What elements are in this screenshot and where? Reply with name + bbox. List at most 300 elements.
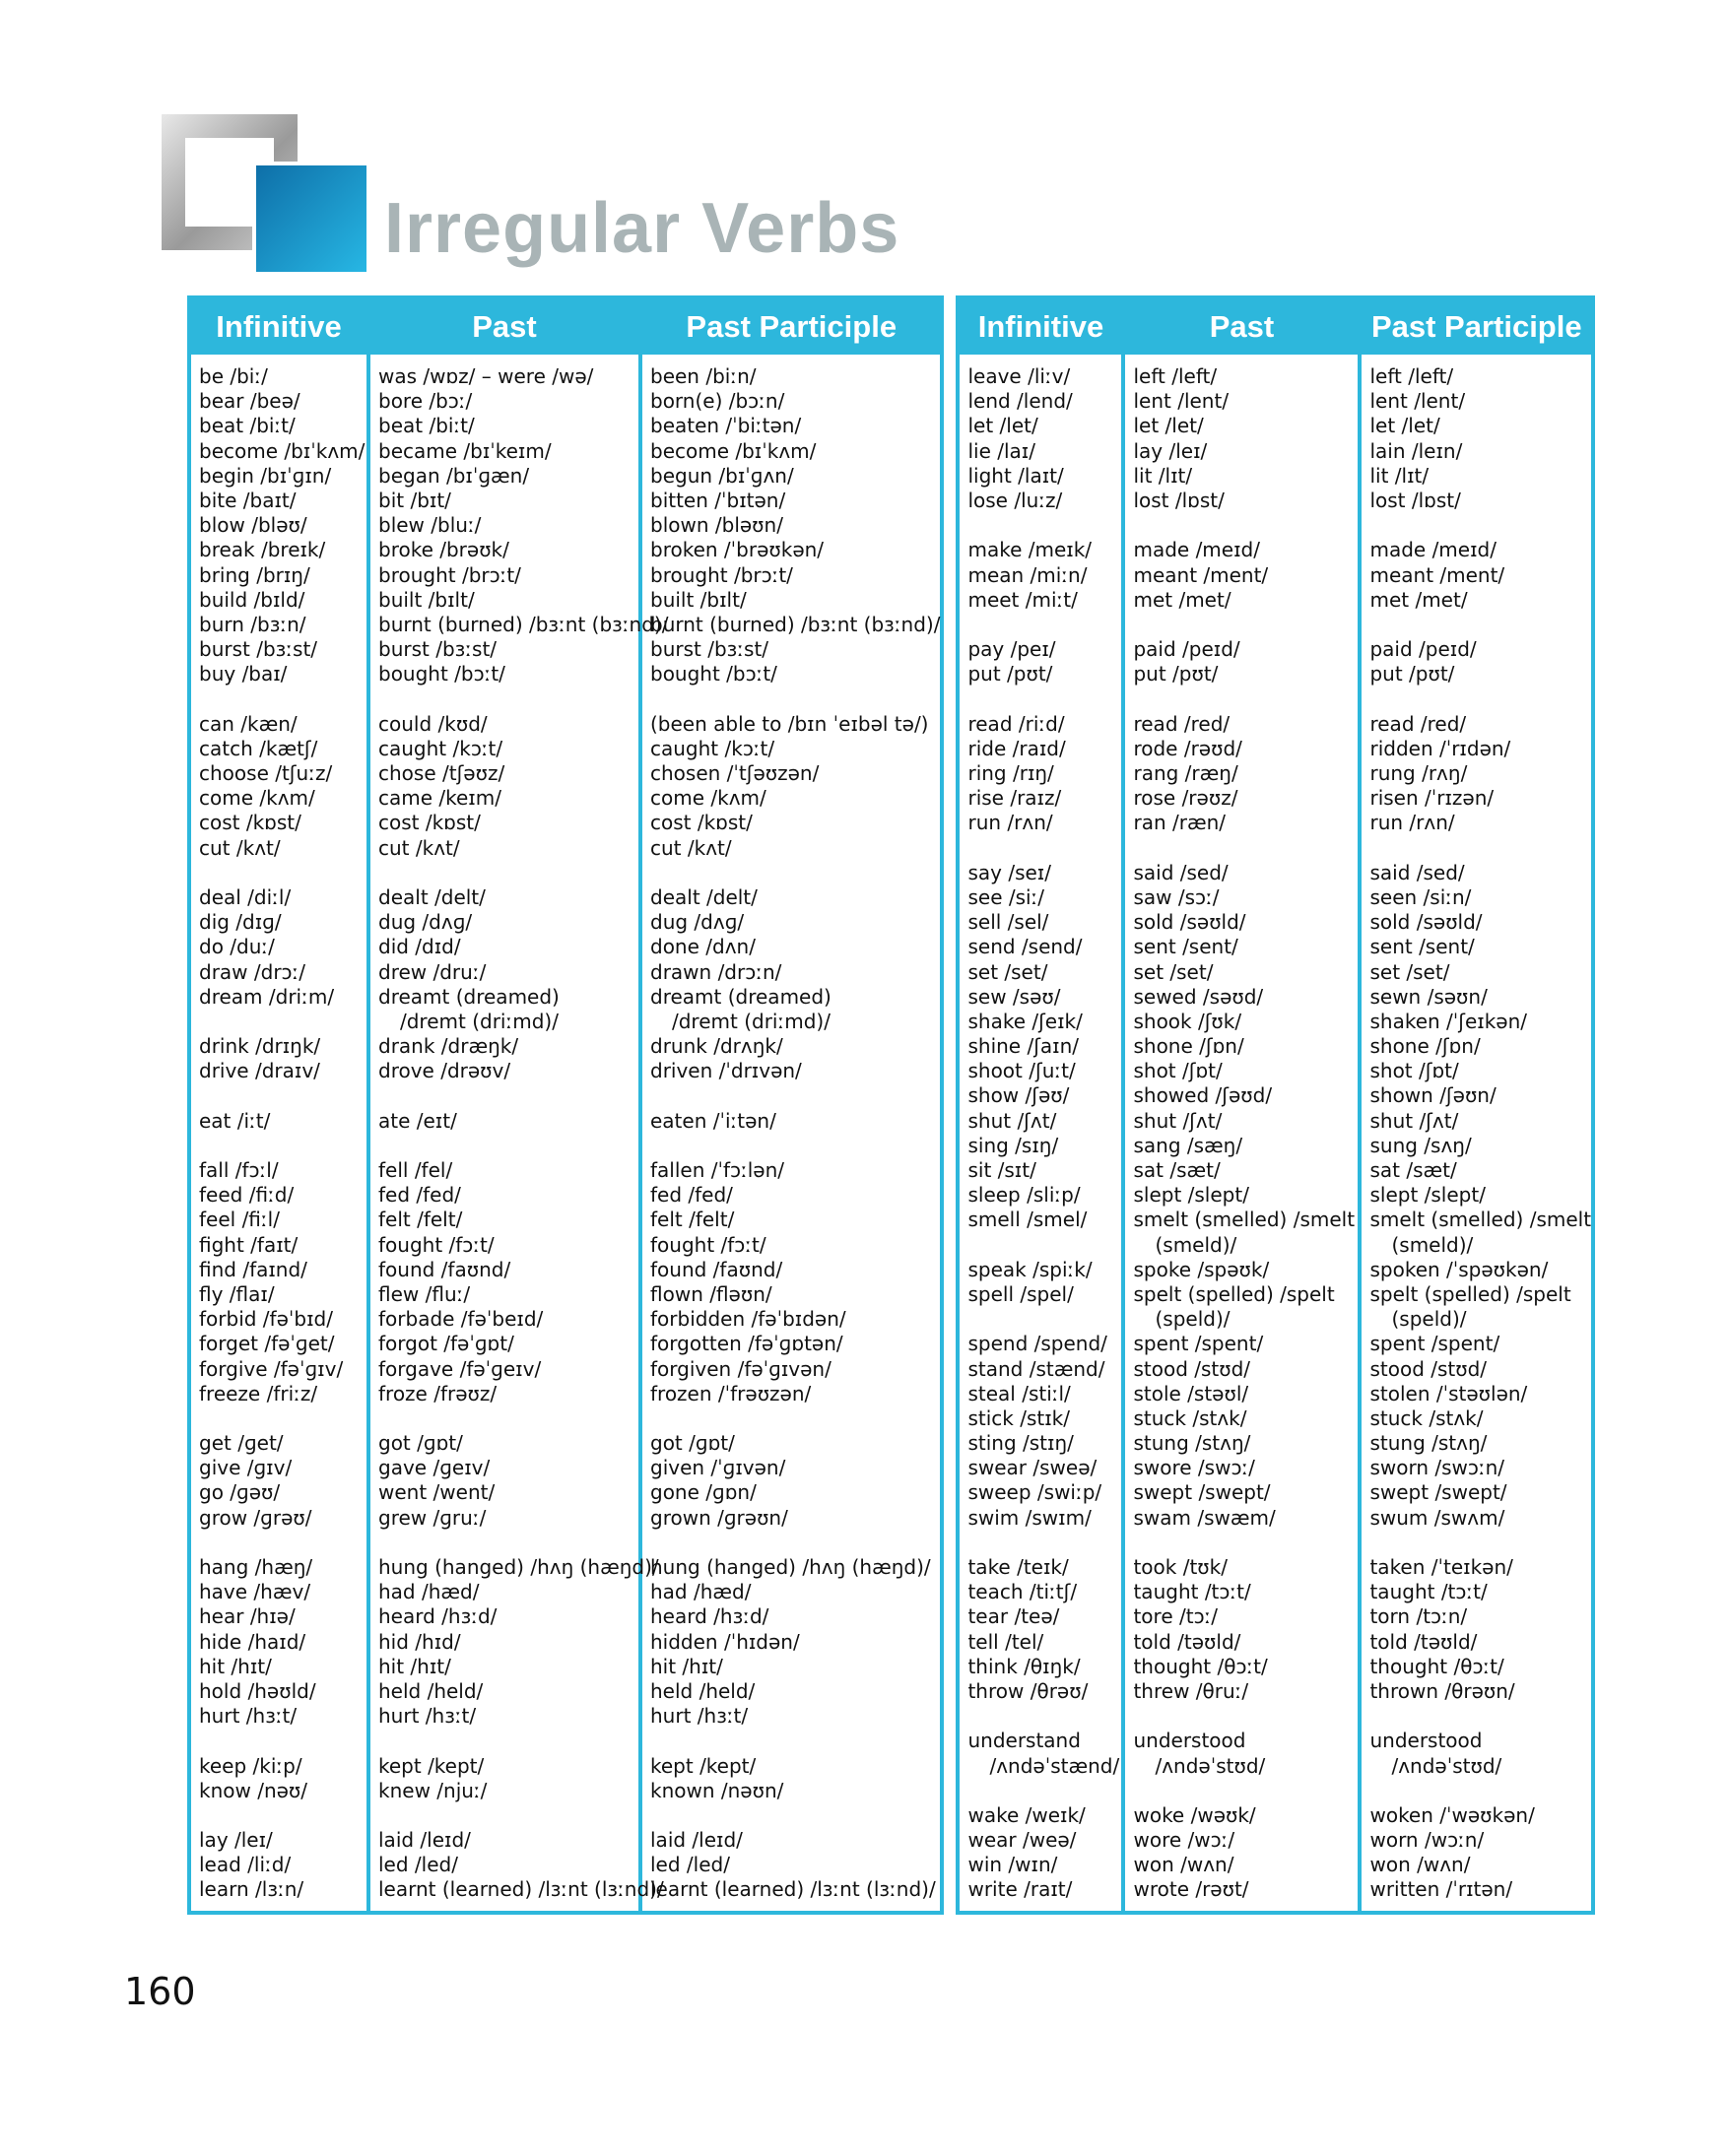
verb-cell: deal /diːl/ — [199, 884, 292, 909]
verb-cell: found /faʊnd/ — [378, 1257, 511, 1281]
verb-cell — [1369, 1779, 1591, 1803]
verb-cell: fall /fɔːl/ — [199, 1158, 279, 1182]
verb-cell: came /keɪm/ — [378, 786, 501, 811]
verb-cell: given /ˈɡɪvən/ — [650, 1456, 786, 1480]
verb-cell: had /hæd/ — [650, 1580, 752, 1604]
verb-cell: lose /luːz/ — [967, 488, 1063, 512]
verb-cell: rose /rəʊz/ — [1133, 786, 1238, 811]
verb-cell: beaten /ˈbiːtən/ — [650, 414, 802, 438]
verb-cell: paid /peɪd/ — [1369, 637, 1477, 662]
verb-cell: written /ˈrɪtən/ — [1369, 1877, 1513, 1902]
verb-cell: dug /dʌɡ/ — [378, 910, 473, 935]
verb-cell: been /biːn/ — [650, 364, 757, 388]
verb-cell: met /met/ — [1369, 587, 1468, 612]
verb-cell — [1369, 686, 1591, 711]
verb-cell: rode /rəʊd/ — [1133, 736, 1242, 760]
verb-cell: shone /ʃɒn/ — [1133, 1034, 1244, 1059]
verb-cell: spelt (spelled) /spelt — [1369, 1281, 1571, 1306]
verb-cell: beat /biːt/ — [199, 414, 296, 438]
verb-cell: held /held/ — [378, 1678, 484, 1703]
verb-cell: lead /liːd/ — [199, 1853, 292, 1877]
verb-cell: hold /həʊld/ — [199, 1678, 316, 1703]
verb-cell: put /pʊt/ — [1133, 662, 1219, 686]
verb-cell: began /bɪˈɡæn/ — [378, 463, 530, 488]
verb-cell: forbidden /fəˈbɪdən/ — [650, 1307, 846, 1332]
verb-cell: stood /stʊd/ — [1133, 1356, 1251, 1381]
verb-cell: woken /ˈwəʊkən/ — [1369, 1802, 1535, 1827]
verb-cell: know /nəʊ/ — [199, 1778, 308, 1802]
verb-cell: fed /fed/ — [650, 1183, 733, 1208]
verb-cell: did /dɪd/ — [378, 935, 461, 959]
verb-cell: stuck /stʌk/ — [1133, 1405, 1247, 1430]
verb-cell: stung /stʌŋ/ — [1133, 1431, 1251, 1456]
verb-cell: spent /spent/ — [1369, 1332, 1500, 1356]
verb-cell: threw /θruː/ — [1133, 1678, 1249, 1703]
verb-cell: lost /lɒst/ — [1369, 488, 1461, 512]
verb-cell: begin /bɪˈɡɪn/ — [199, 463, 332, 488]
verb-cell — [650, 1406, 940, 1431]
column-body — [1362, 359, 1591, 1903]
verb-cell: slept /slept/ — [1133, 1183, 1249, 1208]
verb-cell: drunk /drʌŋk/ — [650, 1034, 783, 1059]
verb-cell: hide /haɪd/ — [199, 1629, 306, 1654]
verb-cell: eaten /ˈiːtən/ — [650, 1108, 776, 1133]
verb-cell: begun /bɪˈɡʌn/ — [650, 463, 794, 488]
verb-cell: forgave /fəˈɡeɪv/ — [378, 1356, 542, 1381]
verb-cell: buy /baɪ/ — [199, 662, 288, 686]
header-past: Past — [1125, 299, 1358, 359]
verb-cell: beat /biːt/ — [378, 414, 475, 438]
verb-cell: shut /ʃʌt/ — [1133, 1108, 1223, 1133]
verb-cell: sing /sɪŋ/ — [967, 1133, 1059, 1157]
verb-cell: forgiven /fəˈɡɪvən/ — [650, 1356, 832, 1381]
verb-cell: forgotten /fəˈɡɒtən/ — [650, 1332, 843, 1356]
verb-cell: done /dʌn/ — [650, 935, 756, 959]
verb-cell: left /left/ — [1133, 364, 1218, 388]
verb-cell: was /wɒz/ – were /wə/ — [378, 364, 594, 388]
verb-cell: forget /fəˈɡet/ — [199, 1332, 335, 1356]
verb-cell: let /let/ — [1133, 414, 1204, 438]
verb-cell: take /teɪk/ — [967, 1555, 1069, 1579]
verb-cell — [199, 1803, 366, 1828]
verbs-table — [187, 295, 1592, 1915]
verb-cell: gone /ɡɒn/ — [650, 1480, 757, 1505]
col-past-participle — [1362, 299, 1591, 1911]
verb-cell: blew /bluː/ — [378, 513, 482, 538]
verb-cell: spend /spend/ — [967, 1332, 1107, 1356]
verb-cell: burst /bɜːst/ — [650, 637, 769, 662]
verb-cell: feed /fiːd/ — [199, 1183, 295, 1208]
verb-cell: smell /smel/ — [967, 1208, 1088, 1232]
verb-cell: broke /brəʊk/ — [378, 538, 509, 562]
verb-cell: wrote /rəʊt/ — [1133, 1877, 1249, 1902]
verb-cell — [199, 1531, 366, 1555]
col-infinitive — [191, 299, 370, 1911]
verb-cell: made /meɪd/ — [1369, 538, 1497, 562]
verb-cell: cost /kɒst/ — [650, 811, 753, 835]
col-past — [370, 299, 669, 1911]
verb-cell — [378, 1803, 638, 1828]
verb-cell: forbid /fəˈbɪd/ — [199, 1307, 333, 1332]
verb-cell: light /laɪt/ — [967, 463, 1064, 488]
verb-cell: frozen /ˈfrəʊzən/ — [650, 1381, 812, 1405]
verb-cell: swear /sweə/ — [967, 1456, 1098, 1480]
verb-cell: sewed /səʊd/ — [1133, 984, 1264, 1009]
verb-cell: come /kʌm/ — [199, 786, 315, 811]
blue-square-graphic — [252, 162, 370, 276]
verb-cell: bring /brɪŋ/ — [199, 562, 310, 587]
verb-cell: thought /θɔːt/ — [1133, 1654, 1268, 1678]
verb-cell: see /siː/ — [967, 884, 1045, 909]
verb-cell: steal /stiːl/ — [967, 1381, 1071, 1405]
verb-cell: had /hæd/ — [378, 1580, 480, 1604]
verb-cell: fought /fɔːt/ — [378, 1232, 495, 1257]
verb-cell: sold /səʊld/ — [1369, 910, 1483, 935]
verb-cell — [378, 861, 638, 885]
verb-cell: sweep /swiːp/ — [967, 1480, 1102, 1505]
header-past-participle: Past Participle — [1362, 299, 1591, 359]
verbs-table-right — [956, 295, 1595, 1915]
verb-cell: took /tʊk/ — [1133, 1555, 1228, 1579]
verb-cell — [378, 1406, 638, 1431]
verb-cell: told /təʊld/ — [1133, 1629, 1241, 1654]
verb-cell: bite /baɪt/ — [199, 488, 297, 512]
verb-cell: lain /leɪn/ — [1369, 438, 1463, 463]
verb-cell: cost /kɒst/ — [378, 811, 481, 835]
verb-cell: hid /hɪd/ — [378, 1629, 461, 1654]
verb-cell: wore /wɔː/ — [1133, 1828, 1235, 1853]
verb-cell: sewn /səʊn/ — [1369, 984, 1488, 1009]
verb-cell — [967, 1233, 1121, 1258]
verb-cell: brought /brɔːt/ — [650, 562, 793, 587]
verb-cell: hung (hanged) /hʌŋ (hæŋd)/ — [378, 1555, 659, 1579]
verb-cell: stolen /ˈstəʊlən/ — [1369, 1381, 1528, 1405]
verb-cell: woke /wəʊk/ — [1133, 1802, 1256, 1827]
verb-cell: brought /brɔːt/ — [378, 562, 521, 587]
verb-cell: lie /laɪ/ — [967, 438, 1035, 463]
verb-cell: lay /leɪ/ — [1133, 438, 1208, 463]
verb-cell: /ʌndəˈstænd/ — [989, 1753, 1120, 1778]
verb-cell: sit /sɪt/ — [967, 1158, 1036, 1182]
verb-cell: sung /sʌŋ/ — [1369, 1133, 1472, 1157]
verb-cell: smelt (smelled) /smelt — [1133, 1208, 1356, 1232]
verb-cell: become /bɪˈkʌm/ — [199, 438, 366, 463]
verb-cell: hung (hanged) /hʌŋ (hæŋd)/ — [650, 1555, 931, 1579]
verb-cell: say /seɪ/ — [967, 860, 1051, 884]
verb-cell: forgive /fəˈɡɪv/ — [199, 1356, 344, 1381]
verb-cell — [199, 1010, 366, 1034]
verb-cell: drawn /drɔːn/ — [650, 959, 782, 984]
verb-cell: swim /swɪm/ — [967, 1505, 1092, 1530]
verb-cell: wear /weə/ — [967, 1828, 1077, 1853]
verb-cell: spell /spel/ — [967, 1281, 1074, 1306]
verb-cell: held /held/ — [650, 1678, 756, 1703]
verb-cell: /ʌndəˈstʊd/ — [1155, 1753, 1266, 1778]
verb-cell: burnt (burned) /bɜːnt (bɜːnd)/ — [378, 612, 669, 636]
verb-cell: built /bɪlt/ — [378, 587, 475, 612]
verb-cell: meet /miːt/ — [967, 587, 1078, 612]
verb-cell: (smeld)/ — [1155, 1232, 1237, 1257]
col-past — [1125, 299, 1362, 1911]
page-number: 160 — [124, 1970, 196, 2013]
verb-cell: swam /swæm/ — [1133, 1505, 1276, 1530]
verb-cell: lost /lɒst/ — [1133, 488, 1225, 512]
verb-cell — [1133, 1531, 1358, 1555]
verb-cell: learnt (learned) /lɜːnt (lɜːnd)/ — [650, 1877, 936, 1902]
verb-cell: sew /səʊ/ — [967, 984, 1061, 1009]
verb-cell: rung /rʌŋ/ — [1369, 761, 1468, 785]
verb-cell: keep /kiːp/ — [199, 1753, 302, 1778]
verb-cell: swore /swɔː/ — [1133, 1456, 1255, 1480]
verb-cell — [1133, 1704, 1358, 1729]
verb-cell: sat /sæt/ — [1369, 1158, 1457, 1182]
verb-cell: sell /sel/ — [967, 910, 1049, 935]
verb-cell: /ʌndəˈstʊd/ — [1391, 1753, 1502, 1778]
verb-cell: grew /ɡruː/ — [378, 1505, 487, 1530]
verb-cell: learn /lɜːn/ — [199, 1877, 304, 1902]
verb-cell — [650, 686, 940, 711]
verb-cell: speak /spiːk/ — [967, 1257, 1093, 1281]
col-infinitive — [960, 299, 1125, 1911]
verb-cell — [199, 1406, 366, 1431]
verb-cell — [650, 861, 940, 885]
verb-cell: get /ɡet/ — [199, 1431, 284, 1456]
verb-cell: (smeld)/ — [1391, 1232, 1474, 1257]
verb-cell: made /meɪd/ — [1133, 538, 1260, 562]
verb-cell: won /wʌn/ — [1133, 1853, 1234, 1877]
verb-cell: dreamt (dreamed) — [650, 984, 832, 1009]
verb-cell: let /let/ — [967, 414, 1038, 438]
verb-cell: laid /leɪd/ — [378, 1828, 471, 1853]
verb-cell: stung /stʌŋ/ — [1369, 1431, 1488, 1456]
verb-cell: drink /drɪŋk/ — [199, 1034, 321, 1059]
verb-cell: spoke /spəʊk/ — [1133, 1257, 1270, 1281]
verb-cell: shot /ʃɒt/ — [1369, 1059, 1459, 1083]
header-infinitive: Infinitive — [191, 299, 366, 359]
verb-cell — [1133, 836, 1358, 861]
verb-cell: wake /weɪk/ — [967, 1802, 1086, 1827]
verb-cell: sent /sent/ — [1133, 935, 1238, 959]
verb-cell: rise /raɪz/ — [967, 786, 1062, 811]
verb-cell — [199, 861, 366, 885]
verb-cell: send /send/ — [967, 935, 1083, 959]
verb-cell — [650, 1134, 940, 1158]
verb-cell: stick /stɪk/ — [967, 1405, 1070, 1430]
verb-cell: /dremt (driːmd)/ — [400, 1009, 559, 1033]
verb-cell — [967, 613, 1121, 637]
column-body — [1125, 359, 1358, 1903]
verb-cell: swum /swʌm/ — [1369, 1505, 1505, 1530]
verb-cell: understand — [967, 1729, 1081, 1753]
verb-cell — [1133, 513, 1358, 538]
verb-cell: rang /ræŋ/ — [1133, 761, 1238, 785]
verb-cell: hit /hɪt/ — [199, 1654, 272, 1678]
verb-cell: set /set/ — [1369, 959, 1450, 984]
verb-cell — [967, 1531, 1121, 1555]
verb-cell: went /went/ — [378, 1480, 496, 1505]
verb-cell: heard /hɜːd/ — [378, 1604, 498, 1629]
verb-cell: shut /ʃʌt/ — [967, 1108, 1057, 1133]
verb-cell — [967, 686, 1121, 711]
verb-cell — [199, 1083, 366, 1108]
verb-cell — [1133, 613, 1358, 637]
verb-cell: smelt (smelled) /smelt — [1369, 1208, 1592, 1232]
verb-cell: lit /lɪt/ — [1369, 463, 1430, 488]
verb-cell: thrown /θrəʊn/ — [1369, 1678, 1515, 1703]
verb-cell: became /bɪˈkeɪm/ — [378, 438, 552, 463]
verb-cell: sent /sent/ — [1369, 935, 1475, 959]
verb-cell: risen /ˈrɪzən/ — [1369, 786, 1495, 811]
verb-cell: spelt (spelled) /spelt — [1133, 1281, 1335, 1306]
verb-cell: leave /liːv/ — [967, 364, 1071, 388]
verb-cell: win /wɪn/ — [967, 1853, 1058, 1877]
verb-cell: set /set/ — [1133, 959, 1214, 984]
verb-cell — [967, 836, 1121, 861]
verb-cell: got /ɡɒt/ — [650, 1431, 735, 1456]
verb-cell: bear /beə/ — [199, 389, 300, 414]
verb-cell: drew /druː/ — [378, 959, 487, 984]
verb-cell: flew /fluː/ — [378, 1281, 471, 1306]
verb-cell — [1369, 836, 1591, 861]
verb-cell: stand /stænd/ — [967, 1356, 1105, 1381]
verb-cell — [1369, 613, 1591, 637]
verb-cell — [650, 1531, 940, 1555]
verb-cell — [967, 1307, 1121, 1332]
verb-cell: lent /lent/ — [1369, 389, 1466, 414]
verb-cell: understood — [1369, 1729, 1483, 1753]
verb-cell: sleep /sliːp/ — [967, 1183, 1081, 1208]
verb-cell: teach /tiːtʃ/ — [967, 1580, 1078, 1604]
verb-cell: forgot /fəˈɡɒt/ — [378, 1332, 514, 1356]
verb-cell: broken /ˈbrəʊkən/ — [650, 538, 825, 562]
verb-cell: dealt /delt/ — [650, 884, 758, 909]
verb-cell: stuck /stʌk/ — [1369, 1405, 1484, 1430]
verb-cell: hit /hɪt/ — [650, 1654, 723, 1678]
verb-cell: hurt /hɜːt/ — [650, 1704, 749, 1729]
verb-cell — [378, 686, 638, 711]
verb-cell: cut /kʌt/ — [378, 835, 460, 860]
verb-cell: run /rʌn/ — [967, 811, 1053, 835]
verb-cell — [1369, 513, 1591, 538]
verb-cell: burst /bɜːst/ — [199, 637, 318, 662]
verb-cell: ridden /ˈrɪdən/ — [1369, 736, 1511, 760]
verb-cell: ate /eɪt/ — [378, 1108, 457, 1133]
verb-cell: said /sed/ — [1133, 860, 1229, 884]
verb-cell: cost /kɒst/ — [199, 811, 301, 835]
verb-cell — [378, 1134, 638, 1158]
verb-cell: slept /slept/ — [1369, 1183, 1486, 1208]
verb-cell — [1369, 1704, 1591, 1729]
verb-cell: thought /θɔːt/ — [1369, 1654, 1504, 1678]
verb-cell: shown /ʃəʊn/ — [1369, 1083, 1497, 1108]
title-logo-graphic — [158, 110, 365, 268]
verb-cell: gave /ɡeɪv/ — [378, 1456, 491, 1480]
verb-cell — [199, 1729, 366, 1753]
verb-cell: be /biː/ — [199, 364, 268, 388]
column-body — [642, 359, 940, 1903]
verb-cell: draw /drɔː/ — [199, 959, 306, 984]
verb-cell: forbade /fəˈbeɪd/ — [378, 1307, 544, 1332]
verb-cell: meant /ment/ — [1133, 562, 1269, 587]
verb-cell: pay /peɪ/ — [967, 637, 1056, 662]
verb-cell — [650, 1083, 940, 1108]
verb-cell: mean /miːn/ — [967, 562, 1088, 587]
verb-cell: left /left/ — [1369, 364, 1454, 388]
verb-cell: make /meɪk/ — [967, 538, 1093, 562]
verb-cell: burst /bɜːst/ — [378, 637, 498, 662]
verb-cell — [650, 1729, 940, 1753]
verb-cell: stood /stʊd/ — [1369, 1356, 1488, 1381]
verb-cell: shook /ʃʊk/ — [1133, 1009, 1242, 1033]
verb-cell: kept /kept/ — [378, 1753, 485, 1778]
verb-cell: (speld)/ — [1391, 1307, 1467, 1332]
verb-cell: known /nəʊn/ — [650, 1778, 784, 1802]
verb-cell: put /pʊt/ — [967, 662, 1053, 686]
verb-cell: burn /bɜːn/ — [199, 612, 306, 636]
verb-cell: found /faʊnd/ — [650, 1257, 783, 1281]
verb-cell: kept /kept/ — [650, 1753, 757, 1778]
verb-cell: bit /bɪt/ — [378, 488, 451, 512]
verb-cell: chose /tʃəʊz/ — [378, 761, 505, 785]
verb-cell: chosen /ˈtʃəʊzən/ — [650, 761, 820, 785]
verb-cell: set /set/ — [967, 959, 1048, 984]
verb-cell: hurt /hɜːt/ — [199, 1704, 298, 1729]
verb-cell: grown /ɡrəʊn/ — [650, 1505, 788, 1530]
verb-cell: bitten /ˈbɪtən/ — [650, 488, 786, 512]
verb-cell — [199, 1134, 366, 1158]
verb-cell: drove /drəʊv/ — [378, 1059, 511, 1083]
verb-cell — [378, 1083, 638, 1108]
verb-cell: built /bɪlt/ — [650, 587, 747, 612]
verb-cell: cut /kʌt/ — [650, 835, 732, 860]
verb-cell: sting /stɪŋ/ — [967, 1431, 1074, 1456]
verb-cell — [1133, 686, 1358, 711]
verb-cell: lit /lɪt/ — [1133, 463, 1193, 488]
verb-cell: lay /leɪ/ — [199, 1828, 273, 1853]
verb-cell — [1133, 1779, 1358, 1803]
verb-cell — [199, 686, 366, 711]
verb-cell: lent /lent/ — [1133, 389, 1230, 414]
verb-cell: do /duː/ — [199, 935, 275, 959]
verb-cell: put /pʊt/ — [1369, 662, 1455, 686]
verb-cell: grow /ɡrəʊ/ — [199, 1505, 312, 1530]
verb-cell: got /ɡɒt/ — [378, 1431, 463, 1456]
verb-cell: shine /ʃaɪn/ — [967, 1034, 1080, 1059]
verb-cell: drive /draɪv/ — [199, 1059, 320, 1083]
verb-cell: driven /ˈdrɪvən/ — [650, 1059, 802, 1083]
verb-cell: read /red/ — [1133, 711, 1231, 736]
verb-cell — [378, 1729, 638, 1753]
verb-cell — [967, 513, 1121, 538]
verb-cell: taught /tɔːt/ — [1133, 1580, 1251, 1604]
verb-cell: build /bɪld/ — [199, 587, 305, 612]
verb-cell: freeze /friːz/ — [199, 1381, 318, 1405]
verb-cell: shot /ʃɒt/ — [1133, 1059, 1223, 1083]
verb-cell: could /kʊd/ — [378, 711, 488, 736]
verb-cell: run /rʌn/ — [1369, 811, 1455, 835]
verb-cell: hang /hæŋ/ — [199, 1555, 313, 1579]
verb-cell: sold /səʊld/ — [1133, 910, 1246, 935]
verb-cell: show /ʃəʊ/ — [967, 1083, 1070, 1108]
verb-cell: choose /tʃuːz/ — [199, 761, 333, 785]
verb-cell: shut /ʃʌt/ — [1369, 1108, 1459, 1133]
verb-cell: sworn /swɔːn/ — [1369, 1456, 1505, 1480]
verb-cell: bought /bɔːt/ — [650, 662, 777, 686]
verb-cell: fed /fed/ — [378, 1183, 461, 1208]
verb-cell: hidden /ˈhɪdən/ — [650, 1629, 800, 1654]
verb-cell: let /let/ — [1369, 414, 1440, 438]
verb-cell: can /kæn/ — [199, 711, 298, 736]
